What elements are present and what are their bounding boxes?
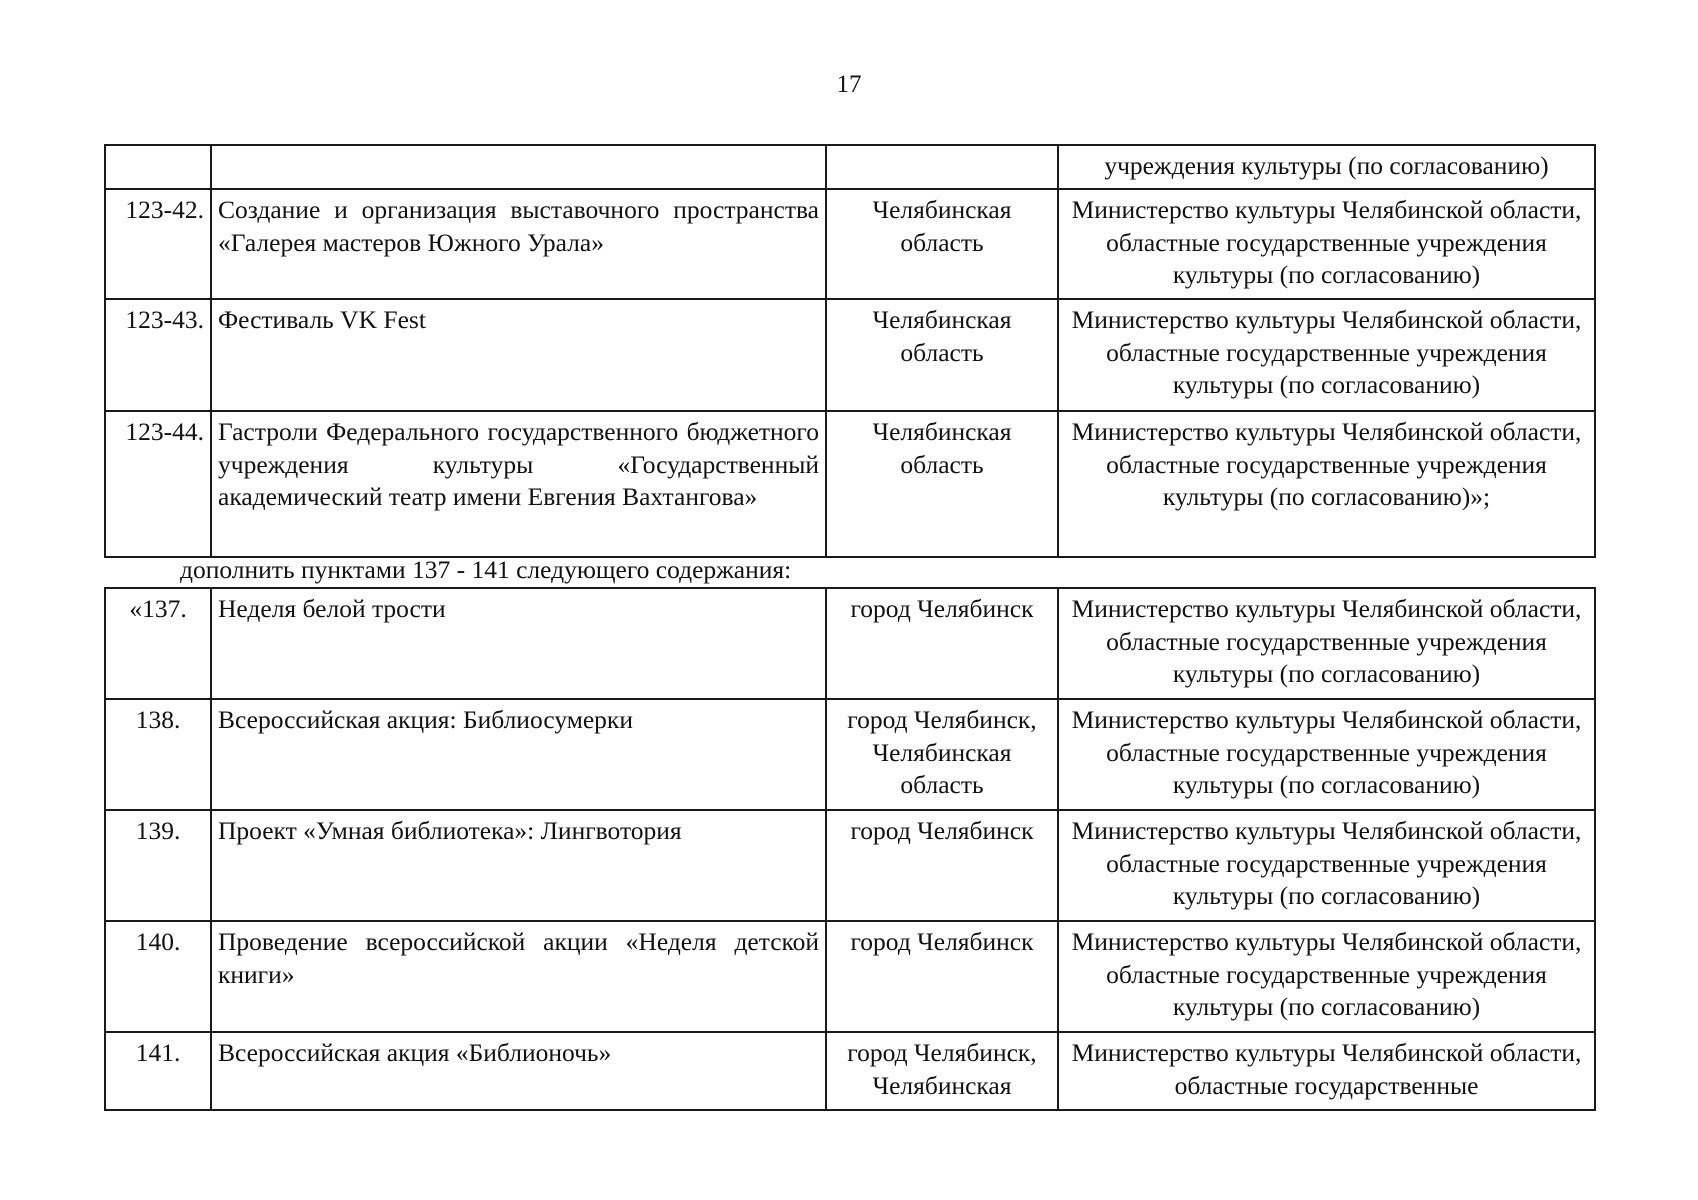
responsible-party: Министерство культуры Челябинской области, областные государственные учреждения культуры (по согласованию) — [1058, 299, 1595, 411]
table-row — [105, 588, 1595, 699]
row-number: 139. — [105, 810, 211, 921]
event-location: город Челябинск — [826, 921, 1058, 1032]
row-number: 140. — [105, 921, 211, 1032]
event-location: город Челябинск — [826, 810, 1058, 921]
event-location: город Челябинск — [826, 588, 1058, 699]
row-number: 123-42. — [105, 189, 211, 299]
responsible-party: Министерство культуры Челябинской области, областные государственные учреждения культуры (по согласованию) — [1058, 921, 1595, 1032]
responsible-party: Министерство культуры Челябинской области, областные государственные учреждения культуры (по согласованию) — [1058, 699, 1595, 810]
responsible-party: Министерство культуры Челябинской области, областные государственные учреждения культуры (по согласованию)»; — [1058, 411, 1595, 557]
event-name: Неделя белой трости — [211, 588, 826, 699]
row-number: 123-43. — [105, 299, 211, 411]
event-location: Челябинская область — [826, 411, 1058, 557]
responsible-party: Министерство культуры Челябинской области, областные государственные — [1058, 1032, 1595, 1110]
table-row — [105, 699, 1595, 810]
responsible-party: Министерство культуры Челябинской области, областные государственные учреждения культуры (по согласованию) — [1058, 810, 1595, 921]
responsible-party: Министерство культуры Челябинской области, областные государственные учреждения культуры (по согласованию) — [1058, 189, 1595, 299]
event-location — [826, 145, 1058, 189]
events-table-continued — [104, 144, 1596, 558]
event-name: Фестиваль VK Fest — [211, 299, 826, 411]
table-row — [105, 299, 1595, 411]
event-name — [211, 145, 826, 189]
responsible-party: учреждения культуры (по согласованию) — [1058, 145, 1595, 189]
event-name: Создание и организация выставочного пространства «Галерея мастеров Южного Урала» — [211, 189, 826, 299]
event-location: Челябинская область — [826, 299, 1058, 411]
table-row — [105, 411, 1595, 557]
event-name: Гастроли Федерального государственного бюджетного учреждения культуры «Государственный академический театр имени Евгения Вахтангова» — [211, 411, 826, 557]
event-location: город Челябинск, Челябинская область — [826, 699, 1058, 810]
row-number: 123-44. — [105, 411, 211, 557]
event-name: Всероссийская акция «Библионочь» — [211, 1032, 826, 1110]
page-number: 17 — [836, 71, 862, 98]
events-table-additions — [104, 587, 1596, 1111]
event-name: Проведение всероссийской акции «Неделя детской книги» — [211, 921, 826, 1032]
table-row — [105, 810, 1595, 921]
section-note: дополнить пунктами 137 - 141 следующего содержания: — [180, 555, 792, 584]
table-row — [105, 189, 1595, 299]
table-row — [105, 1032, 1595, 1110]
event-location: город Челябинск, Челябинская — [826, 1032, 1058, 1110]
table-row — [105, 921, 1595, 1032]
table-row — [105, 145, 1595, 189]
row-number — [105, 145, 211, 189]
row-number: 138. — [105, 699, 211, 810]
event-name: Всероссийская акция: Библиосумерки — [211, 699, 826, 810]
row-number: 141. — [105, 1032, 211, 1110]
row-number: «137. — [105, 588, 211, 699]
responsible-party: Министерство культуры Челябинской области, областные государственные учреждения культуры (по согласованию) — [1058, 588, 1595, 699]
event-name: Проект «Умная библиотека»: Лингвотория — [211, 810, 826, 921]
event-location: Челябинская область — [826, 189, 1058, 299]
